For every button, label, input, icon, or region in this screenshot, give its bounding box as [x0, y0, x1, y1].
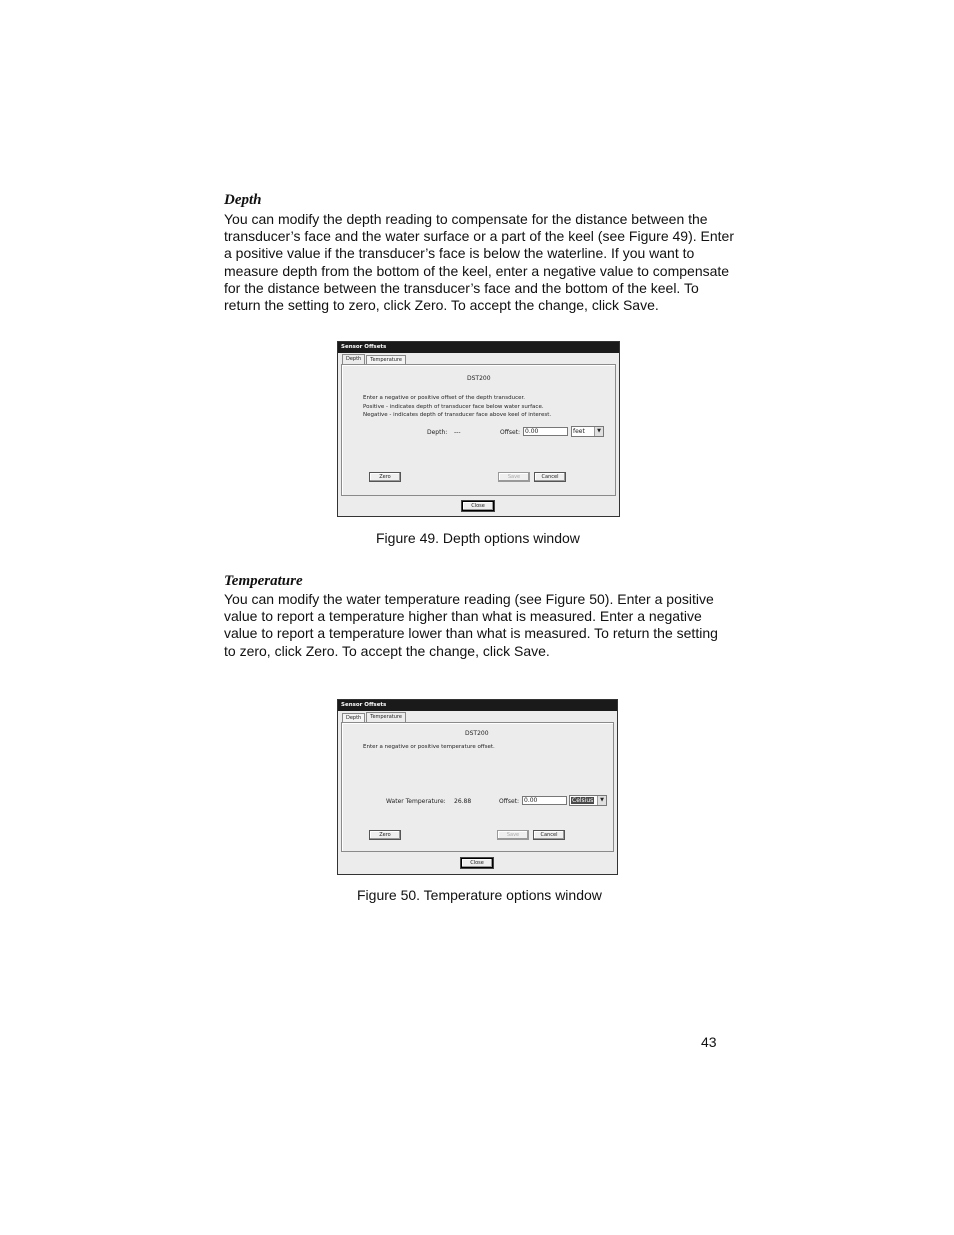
offset-label: Offset: [499, 798, 520, 805]
depth-line: a positive value if the transducer’s face is below the waterline. If you want to [224, 245, 695, 262]
water-temperature-value: 26.88 [454, 798, 472, 805]
depth-options-window [337, 341, 620, 517]
window-titlebar: Sensor Offsets [338, 700, 617, 711]
tab-depth[interactable]: Depth [342, 713, 365, 722]
instruction-line: Enter a negative or positive offset of the depth transducer. [363, 395, 526, 401]
tab-temperature[interactable]: Temperature [366, 712, 406, 723]
figure-50-caption: Figure 50. Temperature options window [357, 887, 602, 903]
tab-strip [342, 355, 407, 364]
sensor-name: DST200 [467, 375, 491, 382]
tab-strip [342, 713, 407, 722]
unit-value: Celsius [572, 797, 594, 804]
tab-depth[interactable]: Depth [342, 354, 365, 365]
temperature-line: to zero, click Zero. To accept the change, click Save. [224, 642, 550, 659]
temperature-line: value to report a temperature higher than what is measured. Enter a negative [224, 608, 702, 625]
depth-line: You can modify the depth reading to compensate for the distance between the [224, 211, 708, 227]
unit-select[interactable] [571, 426, 604, 437]
page-number: 43 [701, 1034, 717, 1050]
temperature-paragraph [224, 591, 734, 660]
depth-line: return the setting to zero, click Zero. To accept the change, click Save. [224, 297, 659, 314]
zero-button[interactable]: Zero [369, 830, 401, 840]
instruction-line: Negative - indicates depth of transducer face above keel of interest. [363, 412, 552, 418]
save-button[interactable]: Save [497, 830, 529, 840]
unit-value: feet [573, 428, 585, 435]
offset-label: Offset: [500, 429, 521, 436]
sensor-name: DST200 [465, 730, 489, 737]
tab-panel [341, 722, 614, 852]
window-titlebar: Sensor Offsets [338, 342, 619, 353]
instructions [363, 394, 551, 420]
depth-paragraph [224, 211, 734, 314]
instruction-line: Positive - indicates depth of transducer face below water surface. [363, 403, 544, 410]
tab-panel [341, 364, 616, 496]
temperature-line: You can modify the water temperature reading (see Figure 50). Enter a positive [224, 591, 714, 607]
save-button[interactable]: Save [498, 472, 530, 482]
chevron-down-icon[interactable]: ▼ [597, 796, 606, 805]
figure-49-caption: Figure 49. Depth options window [376, 530, 580, 546]
unit-select[interactable] [569, 795, 607, 806]
close-button[interactable]: Close [462, 501, 494, 511]
cancel-button[interactable]: Cancel [533, 830, 565, 840]
temperature-heading: Temperature [224, 573, 303, 589]
depth-line: for the distance between the transducer’s face and the bottom of the keel. To [224, 279, 699, 296]
offset-input[interactable]: 0.00 [522, 796, 567, 805]
depth-heading: Depth [224, 192, 262, 208]
instructions: Enter a negative or positive temperature offset. [363, 744, 495, 750]
temperature-line: value to report a temperature lower than what is measured. To return the setting [224, 625, 718, 642]
chevron-down-icon[interactable]: ▼ [594, 427, 603, 436]
depth-value: --- [454, 429, 461, 436]
tab-temperature[interactable]: Temperature [366, 355, 406, 364]
depth-label: Depth: [427, 429, 448, 436]
offset-input[interactable]: 0.00 [523, 427, 568, 436]
zero-button[interactable]: Zero [369, 472, 401, 482]
depth-line: transducer’s face and the water surface or a part of the keel (see Figure 49). Enter [224, 228, 734, 245]
cancel-button[interactable]: Cancel [534, 472, 566, 482]
depth-line: measure depth from the bottom of the keel, enter a negative value to compensate [224, 262, 730, 279]
temperature-options-window [337, 699, 618, 875]
close-button[interactable]: Close [461, 858, 493, 868]
water-temperature-label: Water Temperature: [386, 798, 446, 805]
